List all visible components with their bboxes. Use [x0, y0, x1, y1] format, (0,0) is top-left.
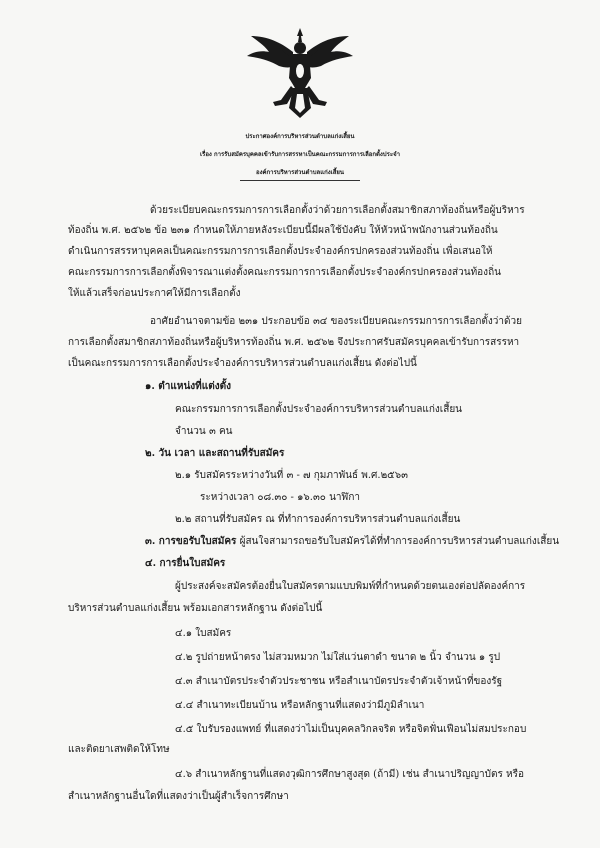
- paragraph-2-line: อาศัยอำนาจตามข้อ ๒๓๑ ประกอบข้อ ๓๔ ของระเบียบคณะกรรมการการเลือกตั้งว่าด้วย: [150, 316, 522, 327]
- section-4-intro: บริหารส่วนตำบลแก่งเสี้ยน พร้อมเอกสารหลักฐาน ดังต่อไปนี้: [68, 603, 323, 614]
- announcement-subject: เรื่อง การรับสมัครบุคคลเข้ารับการสรรหาเป็นคณะกรรมการการเลือกตั้งประจำ: [200, 151, 400, 158]
- section-3-text: ผู้สนใจสามารถขอรับใบสมัครได้ที่ทำการองค์การบริหารส่วนตำบลแก่งเสี้ยน: [239, 536, 560, 547]
- section-4-item: ๔.๕ ใบรับรองแพทย์ ที่แสดงว่าไม่เป็นบุคคลวิกลจริต หรือจิตฟั่นเฟือนไม่สมประกอบ: [175, 724, 527, 735]
- section-4-item: ๔.๔ สำเนาทะเบียนบ้าน หรือหลักฐานที่แสดงว่ามีภูมิลำเนา: [175, 700, 425, 711]
- paragraph-2-line: การเลือกตั้งสมาชิกสภาท้องถิ่นหรือผู้บริหารท้องถิ่น พ.ศ. ๒๕๖๒ จึงประกาศรับสมัครบุคคลเข้ารับการสรรหา: [68, 337, 520, 348]
- garuda-emblem-icon: [245, 26, 355, 120]
- paragraph-1-line: ด้วยระเบียบคณะกรรมการการเลือกตั้งว่าด้วยการเลือกตั้งสมาชิกสภาท้องถิ่นหรือผู้บริหาร: [150, 205, 525, 216]
- section-4-title: ๔. การยื่นใบสมัคร: [145, 558, 226, 569]
- section-2-line: ๒.๒ สถานที่รับสมัคร ณ ที่ทำการองค์การบริหารส่วนตำบลแก่งเสี้ยน: [175, 514, 461, 525]
- section-2-line: ๒.๑ รับสมัครระหว่างวันที่ ๓ - ๗ กุมภาพันธ์ พ.ศ.๒๕๖๓: [175, 470, 408, 481]
- section-3-title: ๓. การขอรับใบสมัคร: [145, 536, 237, 547]
- announcement-title: ประกาศองค์การบริหารส่วนตำบลแก่งเสี้ยน: [245, 133, 355, 140]
- section-2-title: ๒. วัน เวลา และสถานที่รับสมัคร: [145, 448, 285, 459]
- section-4-item: ๔.๑ ใบสมัคร: [175, 628, 232, 639]
- heading-divider: [240, 180, 360, 181]
- section-1-title: ๑. ตำแหน่งที่แต่งตั้ง: [145, 381, 231, 392]
- paragraph-2-line: เป็นคณะกรรมการการเลือกตั้งประจำองค์การบริหารส่วนตำบลแก่งเสี้ยน ดังต่อไปนี้: [68, 358, 417, 369]
- paragraph-1-line: ให้แล้วเสร็จก่อนประกาศให้มีการเลือกตั้ง: [68, 288, 241, 299]
- section-4-intro: ผู้ประสงค์จะสมัครต้องยื่นใบสมัครตามแบบพิมพ์ที่กำหนดด้วยตนเองต่อปลัดองค์การ: [175, 581, 526, 592]
- section-4-item: ๔.๒ รูปถ่ายหน้าตรง ไม่สวมหมวก ไม่ใส่แว่นตาดำ ขนาด ๒ นิ้ว จำนวน ๑ รูป: [175, 652, 501, 663]
- section-4-item-continued: สำเนาหลักฐานอื่นใดที่แสดงว่าเป็นผู้สำเร็จการศึกษา: [68, 791, 289, 802]
- paragraph-1-line: ท้องถิ่น พ.ศ. ๒๕๖๒ ข้อ ๒๓๑ กำหนดให้ภายหลังระเบียบนี้มีผลใช้บังคับ ให้หัวหน้าพนักงานส่วนท้องถิ่น: [68, 225, 498, 236]
- section-4-item: ๔.๖ สำเนาหลักฐานที่แสดงวุฒิการศึกษาสูงสุด (ถ้ามี) เช่น สำเนาปริญญาบัตร หรือ: [175, 769, 524, 780]
- section-1-line: คณะกรรมการการเลือกตั้งประจำองค์การบริหารส่วนตำบลแก่งเสี้ยน: [175, 404, 463, 415]
- section-1-line: จำนวน ๓ คน: [175, 426, 233, 437]
- section-4-item-continued: และติดยาเสพติดให้โทษ: [68, 744, 170, 755]
- section-2-line: ระหว่างเวลา ๐๘.๓๐ - ๑๖.๓๐ นาฬิกา: [200, 492, 361, 503]
- paragraph-1-line: ดำเนินการสรรหาบุคคลเป็นคณะกรรมการการเลือกตั้งประจำองค์กรปกครองส่วนท้องถิ่น เพื่อเสนอให้: [68, 246, 493, 257]
- announcement-subject-continued: องค์การบริหารส่วนตำบลแก่งเสี้ยน: [256, 169, 344, 176]
- section-4-item: ๔.๓ สำเนาบัตรประจำตัวประชาชน หรือสำเนาบัตรประจำตัวเจ้าหน้าที่ของรัฐ: [175, 676, 503, 687]
- paragraph-1-line: คณะกรรมการการเลือกตั้งพิจารณาแต่งตั้งคณะกรรมการการเลือกตั้งประจำองค์กรปกครองส่วนท้องถิ่น: [68, 267, 501, 278]
- section-3-row: [145, 535, 559, 549]
